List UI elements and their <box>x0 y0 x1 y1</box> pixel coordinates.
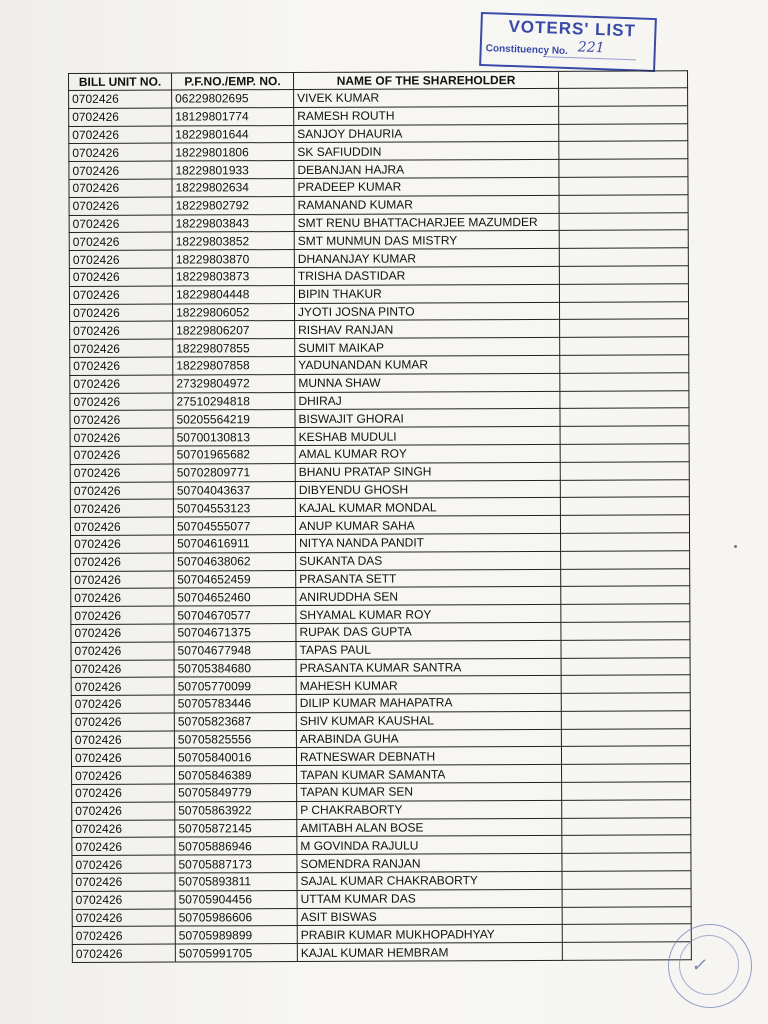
cell-bill-unit-no: 0702426 <box>71 660 174 678</box>
cell-blank <box>559 212 688 230</box>
cell-pf-emp-no: 50705823687 <box>174 712 296 730</box>
cell-bill-unit-no: 0702426 <box>72 820 175 838</box>
cell-blank <box>562 782 691 800</box>
cell-blank <box>561 586 690 604</box>
cell-shareholder-name: PRABIR KUMAR MUKHOPADHYAY <box>297 925 562 944</box>
cell-bill-unit-no: 0702426 <box>69 268 172 286</box>
cell-shareholder-name: ARABINDA GUHA <box>296 729 561 748</box>
cell-bill-unit-no: 0702426 <box>69 286 172 304</box>
cell-shareholder-name: ANIRUDDHA SEN <box>296 587 561 606</box>
cell-bill-unit-no: 0702426 <box>72 944 175 962</box>
cell-blank <box>561 746 690 764</box>
official-seal <box>668 924 752 1008</box>
cell-pf-emp-no: 50704043637 <box>173 481 295 499</box>
cell-pf-emp-no: 27510294818 <box>173 392 295 410</box>
cell-pf-emp-no: 50705825556 <box>174 730 296 748</box>
cell-blank <box>560 337 689 355</box>
cell-bill-unit-no: 0702426 <box>70 464 173 482</box>
cell-pf-emp-no: 18229803852 <box>172 232 294 250</box>
cell-pf-emp-no: 18229806207 <box>173 321 295 339</box>
cell-bill-unit-no: 0702426 <box>70 482 173 500</box>
cell-pf-emp-no: 50704652459 <box>174 570 296 588</box>
cell-pf-emp-no: 18229801933 <box>172 161 294 179</box>
cell-shareholder-name: RAMESH ROUTH <box>294 106 559 125</box>
cell-blank <box>559 88 688 106</box>
cell-bill-unit-no: 0702426 <box>72 784 175 802</box>
cell-shareholder-name: BISWAJIT GHORAI <box>295 409 560 428</box>
stamp-underline <box>543 56 635 60</box>
cell-bill-unit-no: 0702426 <box>69 232 172 250</box>
cell-bill-unit-no: 0702426 <box>72 873 175 891</box>
cell-shareholder-name: MAHESH KUMAR <box>296 676 561 695</box>
cell-bill-unit-no: 0702426 <box>70 517 173 535</box>
table-body <box>69 88 692 963</box>
cell-pf-emp-no: 18229801806 <box>172 143 294 161</box>
cell-bill-unit-no: 0702426 <box>72 766 175 784</box>
cell-pf-emp-no: 50705384680 <box>174 659 296 677</box>
cell-blank <box>561 675 690 693</box>
cell-blank <box>559 248 688 266</box>
cell-blank <box>559 284 688 302</box>
cell-shareholder-name: DHANANJAY KUMAR <box>294 249 559 268</box>
cell-pf-emp-no: 27329804972 <box>173 374 295 392</box>
cell-bill-unit-no: 0702426 <box>72 891 175 909</box>
cell-bill-unit-no: 0702426 <box>70 393 173 411</box>
cell-pf-emp-no: 50704638062 <box>174 552 296 570</box>
cell-shareholder-name: SHYAMAL KUMAR ROY <box>296 604 561 623</box>
cell-shareholder-name: RUPAK DAS GUPTA <box>296 622 561 641</box>
cell-bill-unit-no: 0702426 <box>70 499 173 517</box>
cell-shareholder-name: TAPAS PAUL <box>296 640 561 659</box>
cell-blank <box>559 106 688 124</box>
cell-shareholder-name: SMT RENU BHATTACHARJEE MAZUMDER <box>294 213 559 232</box>
cell-shareholder-name: M GOVINDA RAJULU <box>297 836 562 855</box>
cell-blank <box>560 426 689 444</box>
cell-bill-unit-no: 0702426 <box>71 642 174 660</box>
cell-pf-emp-no: 18129801774 <box>172 107 294 125</box>
cell-bill-unit-no: 0702426 <box>71 695 174 713</box>
cell-bill-unit-no: 0702426 <box>70 321 173 339</box>
cell-pf-emp-no: 50705887173 <box>175 855 297 873</box>
cell-shareholder-name: PRADEEP KUMAR <box>294 177 559 196</box>
cell-pf-emp-no: 50705986606 <box>175 908 297 926</box>
signature-mark: ✓ <box>691 955 707 976</box>
cell-pf-emp-no: 50705849779 <box>175 784 297 802</box>
header-pf-emp-no: P.F.NO./EMP. NO. <box>172 73 294 91</box>
cell-shareholder-name: KAJAL KUMAR HEMBRAM <box>297 943 562 962</box>
cell-blank <box>561 711 690 729</box>
cell-pf-emp-no: 18229806052 <box>173 303 295 321</box>
header-shareholder-name: NAME OF THE SHAREHOLDER <box>294 71 559 89</box>
cell-pf-emp-no: 50704555077 <box>173 517 295 535</box>
cell-pf-emp-no: 50705770099 <box>174 677 296 695</box>
cell-shareholder-name: ANUP KUMAR SAHA <box>295 515 560 534</box>
cell-shareholder-name: AMAL KUMAR ROY <box>295 444 560 463</box>
cell-blank <box>562 853 691 871</box>
cell-shareholder-name: NITYA NANDA PANDIT <box>296 533 561 552</box>
cell-blank <box>560 408 689 426</box>
cell-bill-unit-no: 0702426 <box>71 713 174 731</box>
cell-blank <box>562 889 691 907</box>
cell-bill-unit-no: 0702426 <box>72 855 175 873</box>
cell-pf-emp-no: 18229807855 <box>173 339 295 357</box>
cell-shareholder-name: DEBANJAN HAJRA <box>294 160 559 179</box>
cell-blank <box>561 604 690 622</box>
stamp-title: VOTERS' LIST <box>508 16 637 41</box>
cell-blank <box>562 835 691 853</box>
cell-blank <box>560 479 689 497</box>
cell-shareholder-name: RISHAV RANJAN <box>295 320 560 339</box>
cell-blank <box>559 141 688 159</box>
cell-blank <box>559 230 688 248</box>
cell-blank <box>562 906 691 924</box>
cell-blank <box>560 497 689 515</box>
cell-shareholder-name: VIVEK KUMAR <box>294 88 559 107</box>
cell-bill-unit-no: 0702426 <box>69 215 172 233</box>
cell-bill-unit-no: 0702426 <box>69 143 172 161</box>
cell-pf-emp-no: 50705783446 <box>174 695 296 713</box>
cell-shareholder-name: SOMENDRA RANJAN <box>297 854 562 873</box>
cell-bill-unit-no: 0702426 <box>70 339 173 357</box>
shareholder-table <box>68 70 692 963</box>
cell-bill-unit-no: 0702426 <box>72 838 175 856</box>
cell-pf-emp-no: 50705846389 <box>175 766 297 784</box>
table-row <box>72 942 691 962</box>
cell-pf-emp-no: 50704671375 <box>174 623 296 641</box>
cell-pf-emp-no: 50704652460 <box>174 588 296 606</box>
cell-pf-emp-no: 18229807858 <box>173 356 295 374</box>
cell-shareholder-name: UTTAM KUMAR DAS <box>297 889 562 908</box>
cell-blank <box>560 301 689 319</box>
stamp-constituency-number: 221 <box>577 39 605 57</box>
cell-pf-emp-no: 18229801644 <box>172 125 294 143</box>
cell-bill-unit-no: 0702426 <box>71 535 174 553</box>
cell-pf-emp-no: 50701965682 <box>173 445 295 463</box>
cell-blank <box>561 533 690 551</box>
cell-shareholder-name: KESHAB MUDULI <box>295 426 560 445</box>
cell-bill-unit-no: 0702426 <box>70 357 173 375</box>
cell-bill-unit-no: 0702426 <box>72 802 175 820</box>
cell-shareholder-name: SK SAFIUDDIN <box>294 142 559 161</box>
cell-bill-unit-no: 0702426 <box>69 250 172 268</box>
cell-shareholder-name: BHANU PRATAP SINGH <box>295 462 560 481</box>
cell-shareholder-name: KAJAL KUMAR MONDAL <box>295 498 560 517</box>
cell-shareholder-name: DHIRAJ <box>295 391 560 410</box>
cell-bill-unit-no: 0702426 <box>69 108 172 126</box>
cell-shareholder-name: DIBYENDU GHOSH <box>295 480 560 499</box>
voters-list-stamp <box>479 12 657 72</box>
cell-blank <box>561 657 690 675</box>
cell-shareholder-name: YADUNANDAN KUMAR <box>295 355 560 374</box>
cell-blank <box>559 123 688 141</box>
cell-blank <box>561 551 690 569</box>
cell-blank <box>562 817 691 835</box>
cell-shareholder-name: ASIT BISWAS <box>297 907 562 926</box>
cell-pf-emp-no: 50704616911 <box>174 534 296 552</box>
cell-shareholder-name: SUMIT MAIKAP <box>295 338 560 357</box>
cell-shareholder-name: SMT MUNMUN DAS MISTRY <box>294 231 559 250</box>
cell-bill-unit-no: 0702426 <box>70 446 173 464</box>
cell-bill-unit-no: 0702426 <box>72 909 175 927</box>
cell-shareholder-name: TAPAN KUMAR SEN <box>297 782 562 801</box>
cell-bill-unit-no: 0702426 <box>71 624 174 642</box>
cell-pf-emp-no: 06229802695 <box>172 90 294 108</box>
cell-shareholder-name: JYOTI JOSNA PINTO <box>295 302 560 321</box>
cell-blank <box>561 622 690 640</box>
cell-pf-emp-no: 50705840016 <box>174 748 296 766</box>
cell-pf-emp-no: 18229803873 <box>172 267 294 285</box>
cell-shareholder-name: SAJAL KUMAR CHAKRABORTY <box>297 871 562 890</box>
cell-bill-unit-no: 0702426 <box>71 571 174 589</box>
cell-pf-emp-no: 50705886946 <box>175 837 297 855</box>
cell-blank <box>560 355 689 373</box>
cell-shareholder-name: RATNESWAR DEBNATH <box>296 747 561 766</box>
cell-pf-emp-no: 50705989899 <box>175 926 297 944</box>
cell-shareholder-name: PRASANTA KUMAR SANTRA <box>296 658 561 677</box>
cell-blank <box>562 800 691 818</box>
cell-pf-emp-no: 50705904456 <box>175 890 297 908</box>
cell-shareholder-name: PRASANTA SETT <box>296 569 561 588</box>
header-blank <box>558 71 687 89</box>
cell-pf-emp-no: 50704670577 <box>174 606 296 624</box>
cell-bill-unit-no: 0702426 <box>71 677 174 695</box>
cell-pf-emp-no: 50705893811 <box>175 873 297 891</box>
cell-bill-unit-no: 0702426 <box>70 304 173 322</box>
cell-pf-emp-no: 50705991705 <box>175 944 297 962</box>
cell-bill-unit-no: 0702426 <box>71 588 174 606</box>
cell-blank <box>561 728 690 746</box>
cell-bill-unit-no: 0702426 <box>69 90 172 108</box>
cell-blank <box>559 177 688 195</box>
cell-pf-emp-no: 18229804448 <box>172 285 294 303</box>
cell-shareholder-name: RAMANAND KUMAR <box>294 195 559 214</box>
cell-pf-emp-no: 50702809771 <box>173 463 295 481</box>
cell-bill-unit-no: 0702426 <box>69 197 172 215</box>
cell-pf-emp-no: 50205564219 <box>173 410 295 428</box>
cell-bill-unit-no: 0702426 <box>71 606 174 624</box>
cell-bill-unit-no: 0702426 <box>71 731 174 749</box>
page-speck <box>734 545 737 548</box>
cell-blank <box>562 871 691 889</box>
cell-bill-unit-no: 0702426 <box>69 161 172 179</box>
cell-blank <box>560 373 689 391</box>
header-bill-unit-no: BILL UNIT NO. <box>69 73 172 90</box>
cell-blank <box>562 924 691 942</box>
cell-bill-unit-no: 0702426 <box>71 553 174 571</box>
cell-shareholder-name: MUNNA SHAW <box>295 373 560 392</box>
cell-pf-emp-no: 18229803870 <box>172 250 294 268</box>
cell-blank <box>561 639 690 657</box>
cell-bill-unit-no: 0702426 <box>71 749 174 767</box>
cell-blank <box>560 319 689 337</box>
cell-bill-unit-no: 0702426 <box>69 126 172 144</box>
cell-blank <box>560 390 689 408</box>
cell-shareholder-name: TRISHA DASTIDAR <box>294 266 559 285</box>
cell-blank <box>559 159 688 177</box>
cell-shareholder-name: SUKANTA DAS <box>296 551 561 570</box>
cell-pf-emp-no: 50705863922 <box>175 801 297 819</box>
cell-blank <box>559 266 688 284</box>
cell-blank <box>561 693 690 711</box>
cell-pf-emp-no: 50705872145 <box>175 819 297 837</box>
cell-blank <box>562 764 691 782</box>
cell-blank <box>560 462 689 480</box>
cell-blank <box>559 195 688 213</box>
cell-blank <box>560 515 689 533</box>
cell-pf-emp-no: 50704553123 <box>173 499 295 517</box>
cell-shareholder-name: P CHAKRABORTY <box>297 800 562 819</box>
cell-shareholder-name: SHIV KUMAR KAUSHAL <box>296 711 561 730</box>
cell-shareholder-name: AMITABH ALAN BOSE <box>297 818 562 837</box>
cell-pf-emp-no: 18229803843 <box>172 214 294 232</box>
cell-bill-unit-no: 0702426 <box>70 410 173 428</box>
cell-pf-emp-no: 18229802792 <box>172 196 294 214</box>
stamp-constituency-label: Constituency No. <box>485 43 569 57</box>
cell-shareholder-name: SANJOY DHAURIA <box>294 124 559 143</box>
cell-pf-emp-no: 18229802634 <box>172 178 294 196</box>
cell-bill-unit-no: 0702426 <box>69 179 172 197</box>
cell-pf-emp-no: 50704677948 <box>174 641 296 659</box>
cell-shareholder-name: TAPAN KUMAR SAMANTA <box>297 765 562 784</box>
cell-bill-unit-no: 0702426 <box>70 375 173 393</box>
cell-bill-unit-no: 0702426 <box>70 428 173 446</box>
cell-bill-unit-no: 0702426 <box>72 926 175 944</box>
cell-shareholder-name: DILIP KUMAR MAHAPATRA <box>296 693 561 712</box>
cell-pf-emp-no: 50700130813 <box>173 428 295 446</box>
cell-shareholder-name: BIPIN THAKUR <box>294 284 559 303</box>
cell-blank <box>560 444 689 462</box>
cell-blank <box>561 568 690 586</box>
